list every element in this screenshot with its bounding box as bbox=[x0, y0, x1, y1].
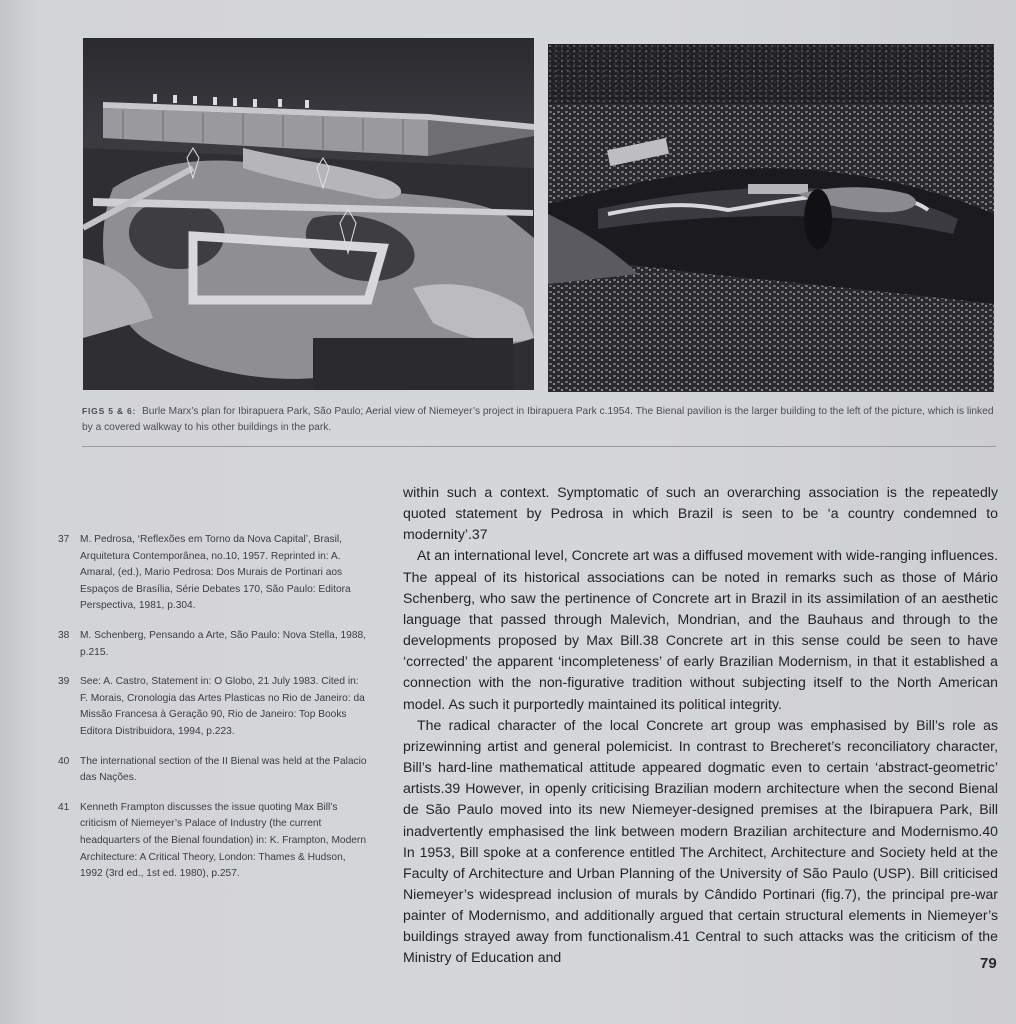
footnote-number: 41 bbox=[58, 801, 70, 813]
footnote-text: Kenneth Frampton discusses the issue quoting Max Bill’s criticism of Niemeyer’s Palace of Industry (the current headquarters of the Bienal foundation) in: K. Frampton, Modern Architecture: A Critical Theory, London: Thames & Hudson, 1992 (3rd ed., 1st ed. 1980), p.257. bbox=[80, 801, 366, 880]
footnotes bbox=[58, 532, 368, 896]
footnote-39 bbox=[58, 674, 368, 740]
footnote-text: See: A. Castro, Statement in: O Globo, 21 July 1983. Cited in: F. Morais, Cronologia das Artes Plasticas no Rio de Janeiro: da Missão Francesa à Geração 90, Rio de Janeiro: Top Books Editora Distribuidora, 1994, p.223. bbox=[80, 676, 365, 737]
footnote-text: M. Schenberg, Pensando a Arte, São Paulo: Nova Stella, 1988, p.215. bbox=[80, 629, 367, 658]
figure-6-aerial-view bbox=[548, 44, 994, 392]
caption-divider bbox=[82, 446, 996, 447]
park-plan-image bbox=[83, 38, 534, 390]
footnote-38 bbox=[58, 628, 368, 661]
figure-5-park-plan bbox=[83, 38, 534, 390]
body-paragraph-1: within such a context. Symptomatic of such an overarching association is the repeatedly quoted statement by Pedrosa in which Brazil is seen to be ‘a country condemned to modernity’.37 bbox=[403, 484, 998, 543]
body-paragraph-2: At an international level, Concrete art was a diffused movement with wide-ranging influences. The appeal of its historical associations can be noted in remarks such as those of Mário Schenberg, who saw the pertinence of Concrete art in Brazil in its assimilation of an aesthetic language that passed through Malevich, Mondrian, and the Bauhaus and through to the developments proposed by Max Bill.38 Concrete art in this sense could be seen to have ‘corrected’ the apparent ‘incompleteness’ of early Brazilian Modernism, in that it established a connection with the non-figurative tradition without subjecting itself to the North American model. As such it purportedly maintained its political integrity. bbox=[403, 547, 998, 712]
footnote-37 bbox=[58, 532, 368, 615]
footnote-text: M. Pedrosa, ‘Reflexões em Torno da Nova Capital’, Brasil, Arquitetura Contemporânea, no.10, 1957. Reprinted in: A. Amaral, (ed.), Mario Pedrosa: Dos Murais de Portinari aos Espaços de Brasília, Série Debates 170, São Paulo: Editora Perspectiva, 1981, p.304. bbox=[80, 534, 351, 612]
footnote-text: The international section of the II Bienal was held at the Palacio das Nações. bbox=[80, 755, 367, 784]
main-body-text bbox=[403, 482, 998, 969]
aerial-photo-image bbox=[548, 44, 994, 392]
footnote-number: 40 bbox=[58, 755, 70, 767]
body-paragraph-3: The radical character of the local Concrete art group was emphasised by Bill’s role as prizewinning artist and general polemicist. In contrast to Brecheret’s reconciliatory character, Bill’s hard-line mathematical attitude appeared dogmatic even to certain ‘abstract-geometric’ artists.39 However, in openly criticising Brazilian modern architecture when the second Bienal de São Paulo moved into its new Niemeyer-designed premises at the Ibirapuera Park, Bill inadvertently emphasised the link between modern Brazilian architecture and Modernismo.40 In 1953, Bill spoke at a conference entitled The Architect, Architecture and Society held at the Faculty of Architecture and Urban Planning of the University of São Paulo (USP). Bill criticised Niemeyer’s widespread inclusion of murals by Cândido Portinari (fig.7), the principal pre-war painter of Modernismo, and additionally argued that certain structural elements in Niemeyer’s buildings strayed away from functionalism.41 Central to such attacks was the criticism of the Ministry of Education and bbox=[403, 716, 998, 966]
footnote-number: 37 bbox=[58, 534, 70, 545]
footnote-number: 39 bbox=[58, 676, 70, 688]
caption-figure-label: FIGS 5 & 6: bbox=[82, 406, 137, 416]
page-number: 79 bbox=[980, 955, 997, 972]
figure-caption bbox=[82, 403, 997, 436]
footnote-41 bbox=[58, 800, 368, 883]
caption-text: Burle Marx’s plan for Ibirapuera Park, São Paulo; Aerial view of Niemeyer’s project in Ibirapuera Park c.1954. The Bienal pavilion is the larger building to the left of the picture, which is linked by a covered walkway to his other buildings in the park. bbox=[82, 406, 994, 433]
footnote-number: 38 bbox=[58, 629, 70, 641]
footnote-40 bbox=[58, 754, 368, 787]
